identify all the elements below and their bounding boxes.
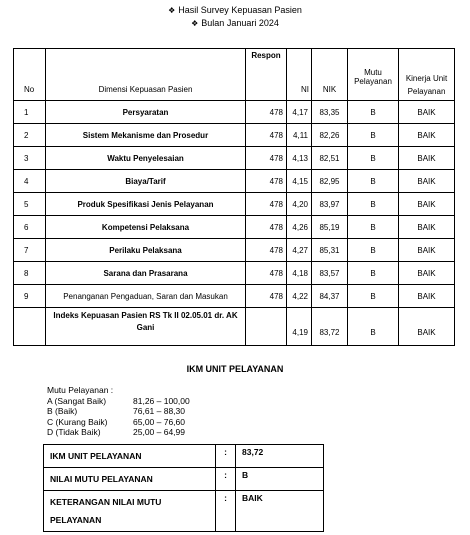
mutu-grade: C (Kurang Baik) [47, 416, 108, 427]
row-ni: 4,15 [287, 170, 312, 193]
bullet-icon: ❖ [191, 19, 199, 28]
table-row [14, 262, 455, 285]
result-value: B [236, 468, 324, 491]
col-header-nik: NIK [312, 49, 348, 101]
row-dimensi: Sistem Mekanisme dan Prosedur [46, 124, 246, 147]
row-dimensi: Biaya/Tarif [46, 170, 246, 193]
report-header [0, 4, 470, 30]
col-header-no: No [14, 49, 46, 101]
row-ni: 4,11 [287, 124, 312, 147]
row-mutu: B [348, 193, 399, 216]
mutu-range: 65,00 – 76,60 [133, 416, 185, 427]
row-ni: 4,27 [287, 239, 312, 262]
row-nik: 83,57 [312, 262, 348, 285]
row-no: 4 [14, 170, 46, 193]
row-dimensi: Penanganan Pengaduan, Saran dan Masukan [46, 285, 246, 308]
table-row [14, 285, 455, 308]
row-no: 3 [14, 147, 46, 170]
row-no: 9 [14, 285, 46, 308]
mutu-legend-title: Mutu Pelayanan : [47, 385, 114, 395]
mutu-grade: B (Baik) [47, 406, 78, 416]
mutu-grade: A (Sangat Baik) [47, 395, 107, 406]
bullet-icon: ❖ [168, 6, 176, 15]
row-no: 2 [14, 124, 46, 147]
summary-mutu: B [348, 308, 399, 346]
row-ni: 4,26 [287, 216, 312, 239]
row-nik: 82,95 [312, 170, 348, 193]
row-dimensi: Perilaku Pelaksana [46, 239, 246, 262]
row-ni: 4,20 [287, 193, 312, 216]
row-nik: 84,37 [312, 285, 348, 308]
row-mutu: B [348, 262, 399, 285]
result-label: IKM UNIT PELAYANAN [44, 445, 216, 468]
col-header-ni: NI [287, 49, 312, 101]
summary-dimensi: Indeks Kepuasan Pasien RS Tk II 02.05.01 dr. AK Gani [46, 308, 246, 346]
row-mutu: B [348, 147, 399, 170]
result-colon: : [216, 468, 236, 491]
result-value: BAIK [236, 491, 324, 532]
survey-table [13, 48, 455, 346]
row-respon: 478 [246, 285, 287, 308]
mutu-legend-item [47, 406, 223, 417]
row-kinerja: BAIK [399, 170, 455, 193]
summary-respon [246, 308, 287, 346]
row-kinerja: BAIK [399, 147, 455, 170]
row-nik: 83,97 [312, 193, 348, 216]
col-header-dimensi: Dimensi Kepuasan Pasien [46, 49, 246, 101]
table-row [14, 216, 455, 239]
table-row [14, 147, 455, 170]
row-nik: 83,35 [312, 101, 348, 124]
row-ni: 4,13 [287, 147, 312, 170]
ikm-title: IKM UNIT PELAYANAN [186, 364, 284, 374]
result-value: 83,72 [236, 445, 324, 468]
mutu-range: 81,26 – 100,00 [133, 395, 190, 406]
row-respon: 478 [246, 239, 287, 262]
row-dimensi: Produk Spesifikasi Jenis Pelayanan [46, 193, 246, 216]
row-mutu: B [348, 101, 399, 124]
result-row-ikm [44, 445, 324, 468]
row-mutu: B [348, 239, 399, 262]
header-line-2 [0, 17, 470, 30]
col-header-respon: Respon [246, 49, 287, 101]
row-nik: 85,31 [312, 239, 348, 262]
summary-no [14, 308, 46, 346]
row-dimensi: Sarana dan Prasarana [46, 262, 246, 285]
row-kinerja: BAIK [399, 285, 455, 308]
row-no: 6 [14, 216, 46, 239]
summary-row [14, 308, 455, 346]
row-respon: 478 [246, 147, 287, 170]
row-mutu: B [348, 216, 399, 239]
mutu-range: 25,00 – 64,99 [133, 427, 185, 437]
result-row-keterangan [44, 491, 324, 532]
row-nik: 82,51 [312, 147, 348, 170]
mutu-legend-item [47, 417, 223, 428]
row-ni: 4,18 [287, 262, 312, 285]
mutu-legend-item [47, 396, 223, 407]
table-row [14, 170, 455, 193]
table-row [14, 239, 455, 262]
result-label: NILAI MUTU PELAYANAN [44, 468, 216, 491]
row-no: 5 [14, 193, 46, 216]
mutu-legend-item [47, 427, 223, 438]
row-respon: 478 [246, 262, 287, 285]
row-kinerja: BAIK [399, 124, 455, 147]
row-dimensi: Waktu Penyelesaian [46, 147, 246, 170]
row-kinerja: BAIK [399, 193, 455, 216]
table-row [14, 124, 455, 147]
row-respon: 478 [246, 101, 287, 124]
row-kinerja: BAIK [399, 216, 455, 239]
summary-kinerja: BAIK [399, 308, 455, 346]
summary-nik: 83,72 [312, 308, 348, 346]
row-respon: 478 [246, 216, 287, 239]
row-kinerja: BAIK [399, 239, 455, 262]
row-nik: 82,26 [312, 124, 348, 147]
row-no: 8 [14, 262, 46, 285]
result-colon: : [216, 445, 236, 468]
row-mutu: B [348, 124, 399, 147]
header-line-1 [0, 4, 470, 17]
table-row [14, 101, 455, 124]
mutu-legend [47, 385, 223, 438]
row-no: 1 [14, 101, 46, 124]
row-dimensi: Kompetensi Pelaksana [46, 216, 246, 239]
row-kinerja: BAIK [399, 262, 455, 285]
row-kinerja: BAIK [399, 101, 455, 124]
row-respon: 478 [246, 193, 287, 216]
result-colon: : [216, 491, 236, 532]
mutu-range: 76,61 – 88,30 [133, 406, 185, 416]
row-mutu: B [348, 285, 399, 308]
row-nik: 85,19 [312, 216, 348, 239]
row-respon: 478 [246, 124, 287, 147]
result-table [43, 444, 324, 532]
result-label: KETERANGAN NILAI MUTU PELAYANAN [44, 491, 216, 532]
row-respon: 478 [246, 170, 287, 193]
col-header-kinerja: Kinerja Unit Pelayanan [399, 49, 455, 101]
header-period: Bulan Januari 2024 [201, 18, 279, 28]
row-ni: 4,22 [287, 285, 312, 308]
table-header-row [14, 49, 455, 101]
result-row-mutu [44, 468, 324, 491]
table-row [14, 193, 455, 216]
mutu-grade: D (Tidak Baik) [47, 427, 101, 437]
header-title: Hasil Survey Kepuasan Pasien [178, 5, 302, 15]
row-no: 7 [14, 239, 46, 262]
col-header-mutu: Mutu Pelayanan [348, 49, 399, 101]
row-dimensi: Persyaratan [46, 101, 246, 124]
row-mutu: B [348, 170, 399, 193]
row-ni: 4,17 [287, 101, 312, 124]
summary-ni: 4,19 [287, 308, 312, 346]
